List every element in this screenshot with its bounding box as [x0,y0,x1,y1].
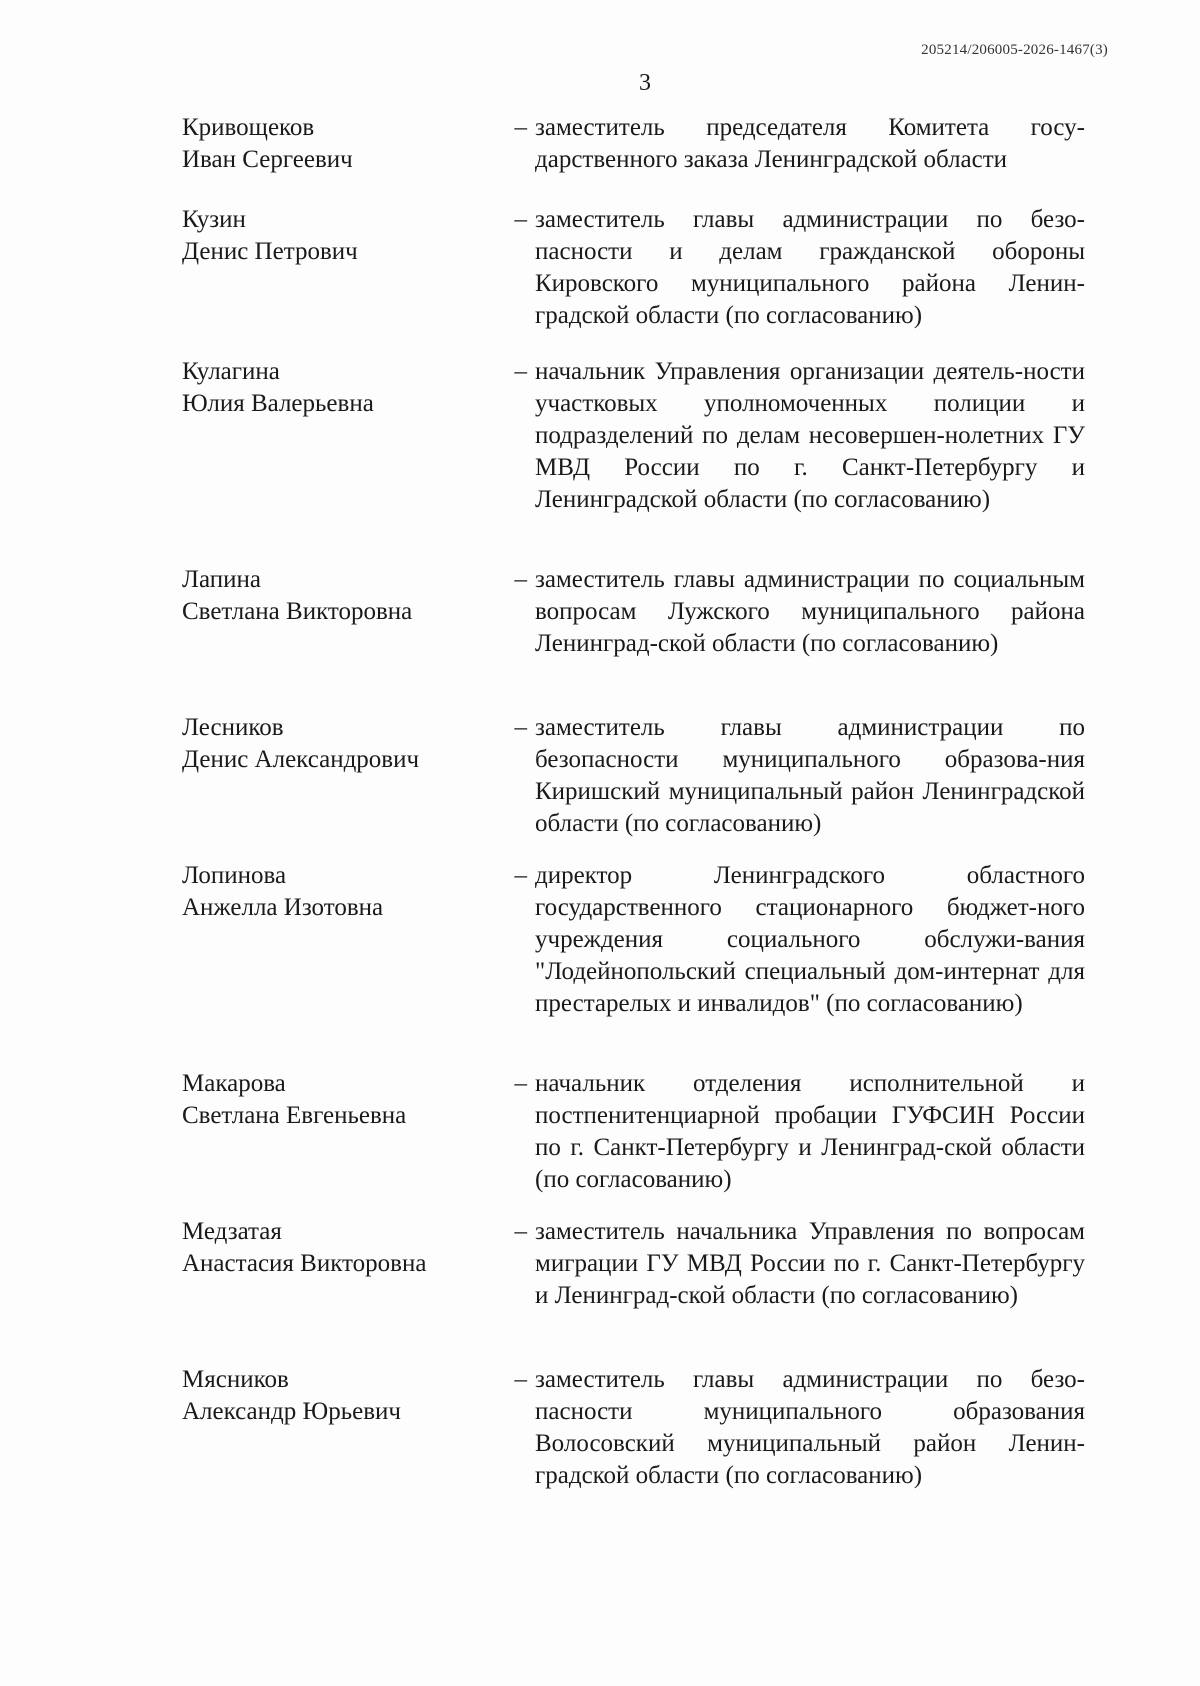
given-names: Анастасия Викторовна [182,1250,427,1277]
given-names: Денис Петрович [182,238,358,265]
list-item [0,1068,1200,1216]
position-description: начальник Управления организации деятель-ности участковых уполномоченных полиции и подразделений по делам несовершен-нолетних ГУ МВД России по г. Санкт-Петербургу и Ленинградской области (по согласованию) [535,358,1085,513]
position-description: заместитель начальника Управления по вопросам миграции ГУ МВД России по г. Санкт-Петербургу и Ленинград-ской области (по согласованию) [535,1218,1085,1309]
person-name [0,1216,500,1280]
given-names: Анжелла Изотовна [182,894,384,921]
dash: – [514,862,527,889]
position-description: заместитель главы администрации по безо-пасности муниципального образования Волосовский муниципальный район Ленин-градской области (по согласованию) [535,1366,1085,1489]
dash: – [514,1070,527,1097]
page-number: 3 [639,70,651,96]
position-description: заместитель главы администрации по социальным вопросам Лужского муниципального района Ленинград-ской области (по согласованию) [535,566,1085,657]
surname: Лесников [182,714,284,741]
person-name [0,712,500,776]
dash: – [514,206,527,233]
list-item [0,860,1200,1068]
person-name [0,1068,500,1132]
person-name [0,1364,500,1428]
list-item [0,204,1200,356]
dash: – [514,358,527,385]
given-names: Юлия Валерьевна [182,390,374,417]
list-item [0,712,1200,860]
given-names: Светлана Викторовна [182,598,413,625]
dash: – [514,1366,527,1393]
list-item [0,1364,1200,1494]
given-names: Александр Юрьевич [182,1398,401,1425]
person-name [0,204,500,268]
surname: Лопинова [182,862,287,889]
dash: – [514,714,527,741]
position-description: директор Ленинградского областного государственного стационарного бюджет-ного учреждения социального обслужи-вания "Лодейнопольский специальный дом-интернат для престарелых и инвалидов" (по согласованию) [535,862,1085,1017]
position-description: заместитель главы администрации по безопасности муниципального образова-ния Киришский муниципальный район Ленинградской области (по согласованию) [535,714,1085,837]
position-description: заместитель председателя Комитета госу-дарственного заказа Ленинградской области [535,114,1085,173]
surname: Кузин [182,206,246,233]
surname: Макарова [182,1070,286,1097]
member-list [0,112,1200,1494]
list-item [0,356,1200,564]
surname: Кривощеков [182,114,315,141]
person-name [0,860,500,924]
person-name [0,112,500,176]
surname: Кулагина [182,358,280,385]
position-description: заместитель главы администрации по безо-пасности и делам гражданской обороны Кировского муниципального района Ленин-градской области (по согласованию) [535,206,1085,329]
document-id: 205214/206005-2026-1467(3) [921,42,1108,58]
surname: Медзатая [182,1218,282,1245]
given-names: Светлана Евгеньевна [182,1102,407,1129]
person-name [0,356,500,420]
dash: – [514,1218,527,1245]
list-item [0,112,1200,204]
given-names: Иван Сергеевич [182,146,353,173]
given-names: Денис Александрович [182,746,420,773]
surname: Мясников [182,1366,289,1393]
person-name [0,564,500,628]
surname: Лапина [182,566,261,593]
position-description: начальник отделения исполнительной и постпенитенциарной пробации ГУФСИН России по г. Санкт-Петербургу и Ленинград-ской области (по согласованию) [535,1070,1085,1193]
dash: – [514,114,527,141]
list-item [0,1216,1200,1364]
list-item [0,564,1200,712]
dash: – [514,566,527,593]
